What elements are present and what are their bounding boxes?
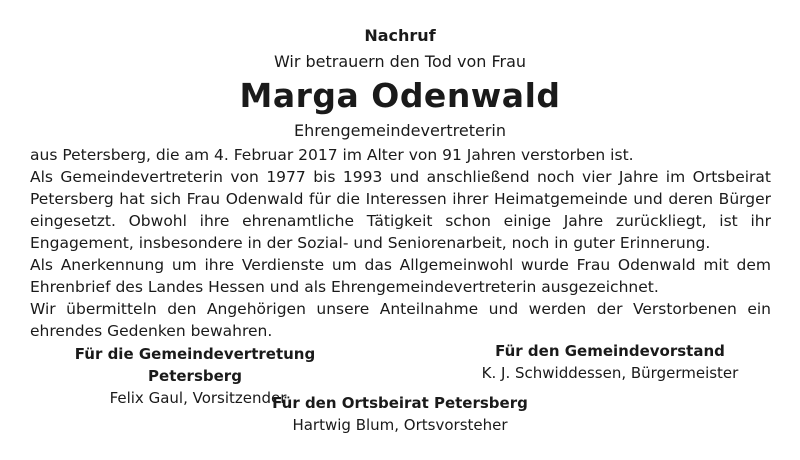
notice-body xyxy=(30,144,771,342)
notice-heading: Nachruf xyxy=(364,26,436,45)
paragraph-condolences: Wir übermitteln den Angehörigen unsere Anteilnahme und werden der Verstorbenen ein ehrendes Gedenken bewahren. xyxy=(30,300,771,340)
paragraph-death-info: aus Petersberg, die am 4. Februar 2017 im Alter von 91 Jahren verstorben ist. xyxy=(30,146,634,164)
signature-person: K. J. Schwiddessen, Bürgermeister xyxy=(481,364,739,382)
signature-org: Für den Ortsbeirat Petersberg xyxy=(272,394,528,412)
intro-line: Wir betrauern den Tod von Frau xyxy=(273,52,527,71)
signature-person: Felix Gaul, Vorsitzender xyxy=(109,389,287,407)
signature-org: Für die Gemeindevertretung Petersberg xyxy=(74,345,316,385)
signature-person: Hartwig Blum, Ortsvorsteher xyxy=(292,416,508,434)
signature-org: Für den Gemeindevorstand xyxy=(495,342,725,360)
deceased-name: Marga Odenwald xyxy=(239,76,561,115)
signature-district xyxy=(250,392,550,436)
paragraph-honors: Als Anerkennung um ihre Verdienste um das Allgemeinwohl wurde Frau Odenwald mit dem Ehrenbrief des Landes Hessen und als Ehrengemeindevertreterin ausgezeichnet. xyxy=(30,256,771,296)
paragraph-service: Als Gemeindevertreterin von 1977 bis 1993 und anschließend noch vier Jahre im Ortsbeirat Petersberg hat sich Frau Odenwald für die Interessen ihrer Heimatgemeinde und deren Bürger eingesetzt. Obwohl ihre ehrenamtliche Tätigkeit schon einige Jahre zurückliegt, ist ihr Engagement, insbesondere in der Sozial- und Seniorenarbeit, noch in guter Erinnerung. xyxy=(30,168,771,252)
honorary-title: Ehrengemeindevertreterin xyxy=(294,121,506,140)
signature-board xyxy=(465,340,755,384)
